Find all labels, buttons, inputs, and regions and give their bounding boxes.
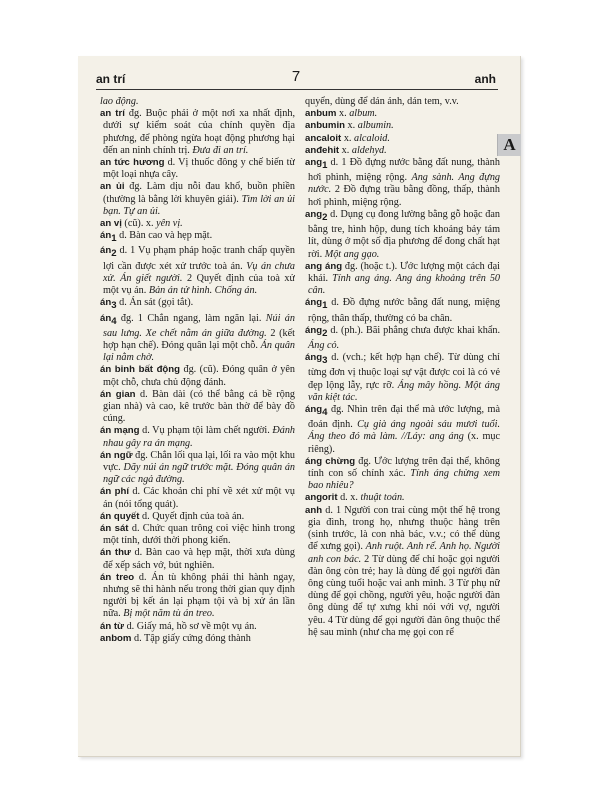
- entry-example: Ang sành. Ang đựng nước.: [308, 172, 500, 196]
- entry-headword: ang áng: [305, 260, 343, 272]
- entry-definition: d. Quyết định của toà án.: [142, 510, 245, 522]
- dictionary-entry: [100, 511, 295, 523]
- dictionary-entry: [305, 261, 500, 298]
- homonym-number: 1: [111, 233, 117, 245]
- entry-headword: anbom: [100, 632, 132, 644]
- entry-definition: đg. Buộc phải ở một nơi xa nhất định, dưới sự kiểm soát của chính quyền địa phương, để phòng ngừa hoạt động phương hại đến an ninh chính trị.: [103, 108, 295, 156]
- entry-headword: ang: [305, 157, 323, 169]
- homonym-number: 4: [111, 315, 117, 327]
- dictionary-entry: [305, 120, 500, 132]
- entry-example: albumin.: [357, 120, 394, 132]
- entry-headword: anh: [305, 504, 323, 516]
- entry-definition: d. Đồ đựng nước bằng đất nung, miệng rộng, thân thấp, thường có ba chân.: [308, 297, 500, 324]
- entry-definition: d. Giấy má, hồ sơ về một vụ án.: [126, 620, 257, 632]
- dictionary-entry: [305, 133, 500, 145]
- entry-headword: áng: [305, 324, 323, 336]
- homonym-number: 1: [322, 300, 328, 312]
- entry-example: Án quân lại nằm chờ.: [103, 339, 295, 364]
- entry-example: Đánh nhau gây ra án mạng.: [103, 425, 295, 449]
- entry-headword: anbum: [305, 108, 337, 120]
- dictionary-entry: [305, 157, 500, 209]
- entry-headword: an ủi: [100, 181, 125, 193]
- entry-example: album.: [349, 108, 378, 120]
- entry-example: Áng mây hồng. Một áng văn kiệt tác.: [308, 379, 500, 403]
- entry-example: aldehyd.: [351, 144, 387, 156]
- entry-headword: án: [100, 230, 112, 242]
- entry-example: Bị một năm tù án treo.: [123, 608, 215, 620]
- entry-example: Áng cỏ.: [308, 339, 340, 351]
- entry-headword: án từ: [100, 620, 125, 632]
- entry-headword: ancaloit: [305, 132, 342, 144]
- entry-headword: angorit: [305, 492, 338, 504]
- entry-headword: án ngữ: [100, 449, 133, 461]
- left-column: [100, 96, 295, 748]
- header-rule: [96, 89, 498, 90]
- dictionary-entry: [100, 245, 295, 297]
- entry-definition: d. 1 Vụ phạm pháp hoặc tranh chấp quyền lợi cần được xét xử trước toà án.: [103, 245, 295, 272]
- dictionary-entry: [305, 96, 500, 108]
- homonym-number: 2: [322, 327, 328, 339]
- letter-thumb-tab: [497, 134, 521, 156]
- entry-definition: d. Tập giấy cứng đóng thành: [134, 632, 251, 644]
- dictionary-entry: [100, 96, 295, 108]
- entry-definition: d. (vch.; kết hợp hạn chế). Từ dùng chỉ từng đơn vị thuộc loại sự vật được coi là có vẻ đẹp lộng lẫy, rực rỡ.: [308, 352, 500, 391]
- entry-headword: án mạng: [100, 425, 140, 437]
- entry-example: alcaloid.: [354, 132, 390, 144]
- thumb-tab-letter: A: [503, 135, 516, 154]
- entry-headword: án: [100, 312, 112, 324]
- entry-definition: quyển, dùng để dán ảnh, dán tem, v.v.: [305, 96, 459, 107]
- dictionary-entry: [100, 313, 295, 365]
- entry-definition: d. Vị thuốc đông y chế biến từ một loại nhựa cây.: [103, 157, 295, 181]
- dictionary-entry: [100, 425, 295, 449]
- entry-headword: áng: [305, 352, 323, 364]
- entry-definition: d. Án sát (gọi tắt).: [119, 297, 194, 309]
- dictionary-entry: [100, 572, 295, 621]
- homonym-number: 2: [111, 248, 117, 260]
- entry-example: Vụ án chưa xử. Án giết người.: [103, 260, 295, 284]
- dictionary-entry: [100, 181, 295, 218]
- dictionary-entry: [305, 297, 500, 324]
- entry-example: Tính áng chừng xem bao nhiêu?: [308, 468, 500, 492]
- entry-headword: án binh bất động: [100, 364, 181, 376]
- entry-example: lao động.: [100, 96, 139, 107]
- dictionary-entry: [305, 325, 500, 352]
- entry-example: Núi án sau lưng. Xe chết nằm án giữa đường.: [103, 312, 295, 339]
- dictionary-entry: [305, 404, 500, 456]
- entry-definition: x.: [343, 132, 352, 144]
- dictionary-entry: [100, 523, 295, 547]
- running-head-last-word: anh: [474, 72, 496, 86]
- entry-headword: án sát: [100, 523, 129, 535]
- entry-definition: d. Bàn cao và hẹp mặt.: [119, 230, 213, 242]
- dictionary-entry: [100, 218, 295, 230]
- entry-definition: d. Dụng cụ đong lường bằng gỗ hoặc đan bằng tre, hình hộp, dung tích khoảng bảy tám lít, dùng ở một số địa phương để đong chất hạt rời.: [308, 208, 500, 260]
- entry-headword: an vị: [100, 218, 122, 230]
- entry-definition: x.: [347, 120, 356, 132]
- entry-definition: đg. Nhìn trên đại thể mà ước lượng, mà đoán định.: [308, 404, 500, 431]
- running-head-first-word: an trí: [96, 72, 126, 86]
- entry-headword: ang: [305, 208, 323, 220]
- entry-definition: x.: [341, 144, 350, 156]
- entry-definition: d. Các khoản chi phí về xét xử một vụ án (nói tổng quát).: [103, 486, 295, 510]
- entry-definition-continued: 2 Quyết định của toà xử một vụ án.: [103, 272, 295, 297]
- dictionary-entry: [100, 389, 295, 426]
- dictionary-entry: [305, 492, 500, 504]
- entry-headword: anđehit: [305, 144, 340, 156]
- entry-definition: x.: [339, 108, 347, 120]
- entry-headword: an trí: [100, 108, 125, 120]
- dictionary-entry: [100, 486, 295, 510]
- page-number: 7: [291, 68, 301, 85]
- entry-example: Cụ già áng ngoài sáu mươi tuổi. Áng theo đó mà làm. //Láy: ang áng: [308, 419, 500, 443]
- entry-headword: án: [100, 245, 112, 257]
- entry-definition: đg. Chắn lối qua lại, lối ra vào một khu vực.: [103, 449, 295, 474]
- dictionary-entry: [305, 209, 500, 261]
- entry-headword: an tức hương: [100, 157, 165, 169]
- entry-headword: án thư: [100, 547, 131, 559]
- dictionary-entry: [100, 230, 295, 245]
- dictionary-entry: [305, 108, 500, 120]
- entry-definition: đg. 1 Chắn ngang, làm ngăn lại.: [120, 312, 262, 324]
- entry-example: thuật toán.: [360, 492, 405, 504]
- dictionary-entry: [305, 456, 500, 493]
- entry-definition: (cũ). x.: [124, 218, 154, 230]
- entry-example: Tính ang áng. Ang áng khoảng trên 50 cân.: [308, 272, 500, 297]
- entry-example: Bản án tử hình. Chống án.: [148, 285, 258, 297]
- entry-definition: d. Án tù không phải thi hành ngay, nhưng sẽ thi hành nếu trong thời gian quy định người bị kết án lại phạm tội và bị xử án lần nữa.: [103, 571, 295, 620]
- entry-example: yên vị.: [156, 218, 183, 230]
- entry-definition: d. 1 Người con trai cùng một thế hệ trong gia đình, trong họ, nhưng thuộc hàng trên (sinh trước, là con nhà bác, v.v.; có thể dùng để xưng gọi).: [308, 504, 500, 553]
- homonym-number: 2: [322, 211, 328, 223]
- entry-definition: d. Vụ phạm tội làm chết người.: [142, 425, 270, 437]
- entry-headword: án quyết: [100, 510, 140, 522]
- dictionary-entry: [100, 297, 295, 312]
- entry-definition: d. 1 Đồ đựng nước bằng đất nung, thành hơi phình, miệng rộng.: [308, 157, 500, 184]
- entry-definition: d. x.: [340, 492, 358, 504]
- entry-definition: d. Bàn cao và hẹp mặt, thời xưa dùng để xếp sách vở, bút nghiên.: [103, 547, 295, 571]
- entry-example: Một ang gạo.: [324, 248, 380, 260]
- entry-headword: án treo: [100, 571, 135, 583]
- homonym-number: 1: [322, 160, 328, 172]
- homonym-number: 3: [322, 355, 328, 367]
- entry-headword: án: [100, 297, 112, 309]
- entry-example: Anh ruột. Anh rể. Anh họ. Người anh con bác.: [308, 541, 500, 565]
- dictionary-entry: [100, 364, 295, 388]
- entry-definition: d. (ph.). Bãi phẳng chưa được khai khẩn.: [330, 324, 500, 336]
- entry-definition: đg. (cũ). Đóng quân ở yên một chỗ, chưa chủ động đánh.: [103, 364, 295, 388]
- dictionary-entry: [100, 633, 295, 645]
- entry-definition-continued: (x. mục riêng).: [308, 431, 500, 455]
- entry-headword: án gian: [100, 388, 136, 400]
- homonym-number: 3: [111, 300, 117, 312]
- dictionary-entry: [100, 621, 295, 633]
- entry-definition-continued: 2 Từ dùng để chỉ hoặc gọi người đàn ông còn trẻ; hay là dùng để gọi người đàn ông cùng tuổi hoặc vai anh mình. 3 Từ phụ nữ dùng để gọi chồng, người yêu, hoặc người đàn ông dùng để tự xưng khi nói với vợ, người yêu. 4 Từ dùng để gọi người đàn ông thuộc thế hệ sau mình (như cha mẹ gọi con rể: [308, 553, 500, 638]
- entry-headword: anbumin: [305, 120, 345, 132]
- entry-definition: đg. Làm dịu nỗi đau khổ, buồn phiền (thường là bằng lời khuyên giải).: [103, 181, 295, 205]
- dictionary-entry: [100, 547, 295, 571]
- entry-definition-continued: 2 Đồ đựng trầu bằng đồng, thấp, thành hơi phình, miệng rộng.: [308, 184, 500, 208]
- entry-definition: đg. Ước lượng trên đại thể, không tính con số chính xác.: [308, 455, 500, 480]
- entry-headword: áng: [305, 297, 323, 309]
- dictionary-entry: [100, 157, 295, 181]
- entry-definition: đg. (hoặc t.). Ước lượng một cách đại khái.: [308, 260, 500, 284]
- entry-headword: áng chừng: [305, 455, 356, 467]
- dictionary-entry: [305, 505, 500, 639]
- entry-definition: d. Chức quan trông coi việc hình trong một tỉnh, dưới thời phong kiến.: [103, 523, 295, 547]
- entry-headword: án phí: [100, 486, 130, 498]
- entry-definition-continued: 2 (kết hợp hạn chế). Đóng quân lại một chỗ.: [103, 327, 295, 351]
- entry-example: Đưa đi an trí.: [192, 144, 249, 156]
- entry-headword: áng: [305, 404, 323, 416]
- entry-example: Tìm lời an ủi bạn. Tự an ủi.: [103, 193, 295, 217]
- dictionary-entry: [100, 108, 295, 157]
- dictionary-entry: [100, 450, 295, 487]
- dictionary-entry: [305, 352, 500, 404]
- homonym-number: 4: [322, 407, 328, 419]
- right-column: [305, 96, 500, 748]
- running-head: [96, 70, 496, 90]
- dictionary-entry: [305, 145, 500, 157]
- entry-definition: d. Bàn dài (có thể bằng cả bề rộng gian nhà) và cao, kê trước bàn thờ để bày đồ cúng.: [103, 388, 295, 425]
- entry-example: Dãy núi án ngữ trước mặt. Đóng quân án ngữ các ngả đường.: [103, 462, 295, 486]
